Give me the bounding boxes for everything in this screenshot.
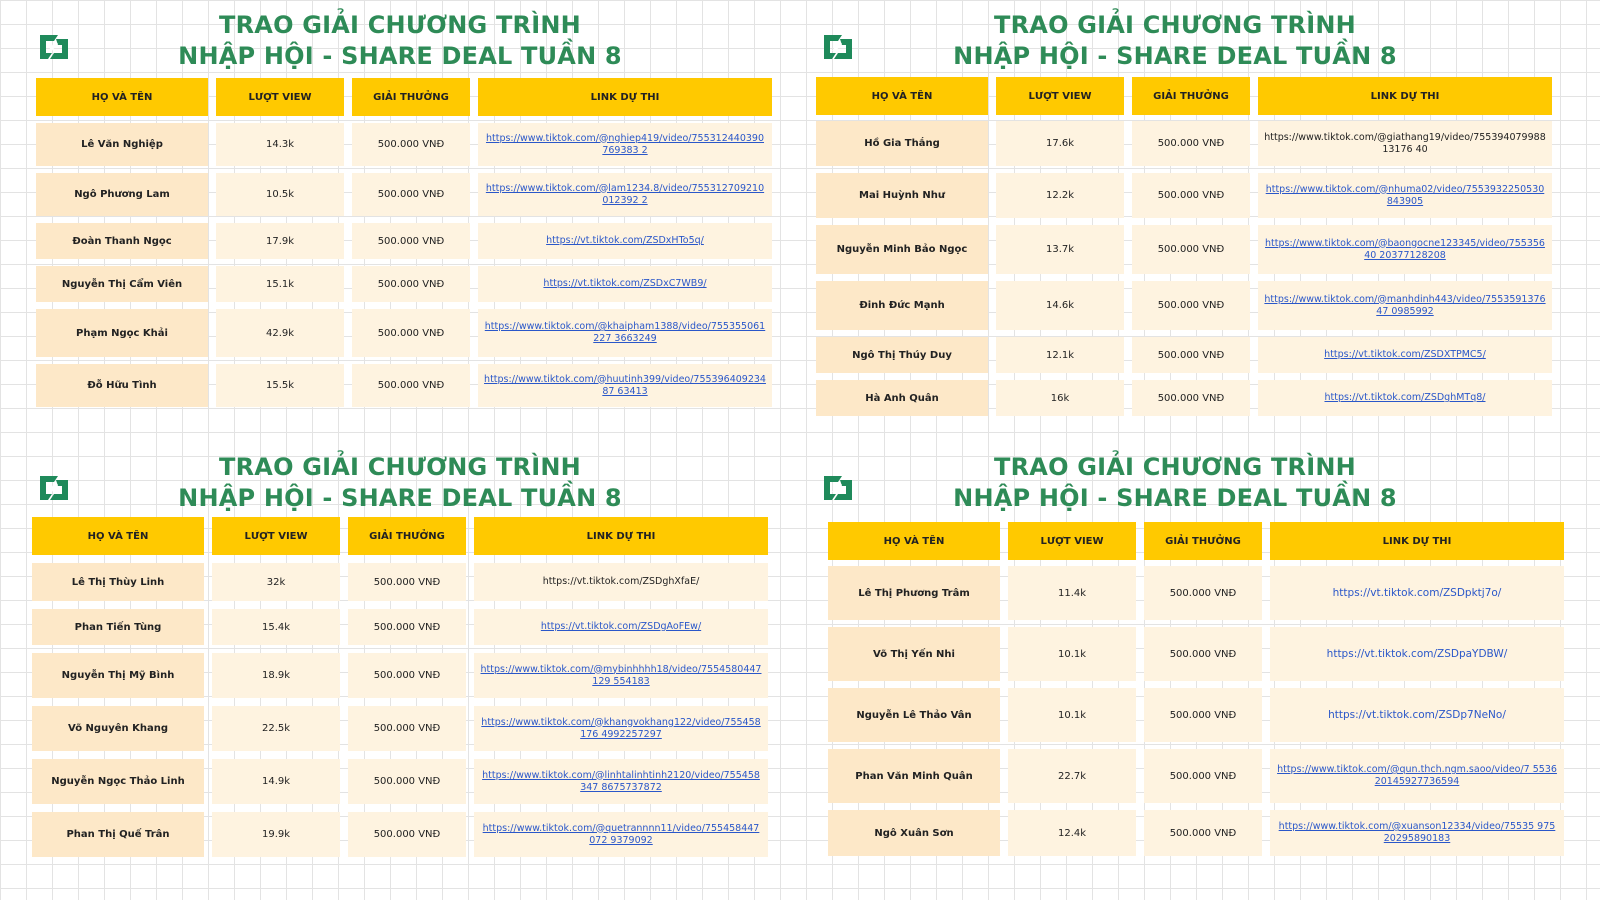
header-name: HỌ VÀ TÊN: [32, 517, 204, 555]
panel-top-right: [800, 0, 1600, 450]
view-count: 14.3k: [216, 123, 344, 166]
entry-link[interactable]: https://www.tiktok.com/@khaipham1388/video/755355061227 3663249: [484, 321, 766, 344]
entry-link-cell: [1270, 627, 1564, 681]
entry-link-cell: [474, 609, 768, 645]
winner-name: Nguyễn Thị Mỹ Bình: [32, 653, 204, 698]
entry-link[interactable]: https://www.tiktok.com/@khangvokhang122/video/755458176 4992257297: [481, 716, 761, 740]
winner-name: Ngô Xuân Sơn: [828, 810, 1000, 856]
view-count: 15.4k: [212, 609, 340, 645]
entry-link-cell: [474, 759, 768, 804]
winner-name: Ngô Thị Thúy Duy: [816, 337, 988, 373]
brand-logo-icon: [820, 33, 856, 61]
view-count: 12.2k: [996, 173, 1124, 218]
view-count: 18.9k: [212, 653, 340, 698]
winners-table: [828, 522, 1564, 856]
winner-name: Phan Thị Quế Trân: [32, 812, 204, 857]
winners-table: [32, 517, 768, 857]
entry-link[interactable]: https://www.tiktok.com/@linhtalinhtinh2120/video/755458347 8675737872: [482, 769, 760, 793]
prize-amount: 500.000 VNĐ: [348, 759, 466, 804]
view-count: 42.9k: [216, 309, 344, 357]
entry-link-cell: [478, 309, 772, 357]
title-line-1: TRAO GIẢI CHƯƠNG TRÌNH: [219, 11, 581, 39]
entry-link-cell: [478, 123, 772, 166]
view-count: 13.7k: [996, 225, 1124, 274]
view-count: 22.7k: [1008, 749, 1136, 803]
prize-amount: 500.000 VNĐ: [1144, 749, 1262, 803]
entry-link[interactable]: https://vt.tiktok.com/ZSDghMTq8/: [1324, 392, 1486, 403]
view-count: 15.1k: [216, 266, 344, 302]
view-count: 16k: [996, 380, 1124, 416]
prize-amount: 500.000 VNĐ: [1132, 380, 1250, 416]
title-line-2: NHẬP HỘI - SHARE DEAL TUẦN 8: [178, 484, 622, 512]
panel-top-left: [0, 0, 800, 450]
prize-amount: 500.000 VNĐ: [1144, 688, 1262, 742]
entry-link[interactable]: https://vt.tiktok.com/ZSDpktj7o/: [1332, 587, 1502, 599]
winner-name: Phạm Ngọc Khải: [36, 309, 208, 357]
entry-link-cell: [478, 364, 772, 407]
entry-link-cell: [474, 653, 768, 698]
header-name: HỌ VÀ TÊN: [36, 78, 208, 116]
entry-link-cell: [1270, 566, 1564, 620]
brand-logo-icon: [820, 474, 856, 502]
entry-link[interactable]: https://vt.tiktok.com/ZSDxHTo5q/: [546, 235, 704, 246]
winner-name: Hà Anh Quân: [816, 380, 988, 416]
view-count: 11.4k: [1008, 566, 1136, 620]
entry-link[interactable]: https://www.tiktok.com/@mybinhhhh18/video/7554580447129 554183: [480, 663, 762, 687]
entry-link-cell: [474, 563, 768, 601]
header-link: LINK DỰ THI: [1258, 77, 1552, 115]
header-link: LINK DỰ THI: [1270, 522, 1564, 560]
entry-link[interactable]: https://vt.tiktok.com/ZSDgAoFEw/: [540, 621, 702, 632]
winner-name: Võ Thị Yến Nhi: [828, 627, 1000, 681]
winner-name: Đinh Đức Mạnh: [816, 281, 988, 330]
prize-amount: 500.000 VNĐ: [1144, 810, 1262, 856]
winner-name: Lê Thị Phương Trâm: [828, 566, 1000, 620]
view-count: 17.9k: [216, 223, 344, 259]
entry-link[interactable]: https://vt.tiktok.com/ZSDpaYDBW/: [1326, 648, 1508, 660]
prize-amount: 500.000 VNĐ: [348, 563, 466, 601]
title-line-1: TRAO GIẢI CHƯƠNG TRÌNH: [994, 11, 1356, 39]
entry-link[interactable]: https://www.tiktok.com/@giathang19/video/75539407998813176 40: [1264, 131, 1546, 155]
header-prize: GIẢI THƯỞNG: [1144, 522, 1262, 560]
entry-link-cell: [1258, 121, 1552, 166]
prize-amount: 500.000 VNĐ: [348, 609, 466, 645]
header-views: LƯỢT VIEW: [996, 77, 1124, 115]
title-line-1: TRAO GIẢI CHƯƠNG TRÌNH: [219, 453, 581, 481]
prize-amount: 500.000 VNĐ: [1144, 566, 1262, 620]
prize-amount: 500.000 VNĐ: [1144, 627, 1262, 681]
header-name: HỌ VÀ TÊN: [828, 522, 1000, 560]
entry-link[interactable]: https://www.tiktok.com/@nghiep419/video/755312440390769383 2: [485, 132, 765, 156]
header-views: LƯỢT VIEW: [1008, 522, 1136, 560]
entry-link[interactable]: https://www.tiktok.com/@lam1234.8/video/755312709210012392 2: [485, 182, 765, 206]
entry-link-cell: [474, 706, 768, 751]
winner-name: Phan Văn Minh Quân: [828, 749, 1000, 803]
prize-amount: 500.000 VNĐ: [352, 223, 470, 259]
winner-name: Hồ Gia Thắng: [816, 121, 988, 166]
page-title: [925, 10, 1425, 72]
header-views: LƯỢT VIEW: [216, 78, 344, 116]
entry-link-cell: [1258, 173, 1552, 218]
winner-name: Đỗ Hữu Tình: [36, 364, 208, 407]
entry-link[interactable]: https://www.tiktok.com/@qun.thch.ngm.saoo/video/7 553620145927736594: [1277, 764, 1557, 787]
entry-link-cell: [1258, 337, 1552, 373]
entry-link[interactable]: https://vt.tiktok.com/ZSDXTPMC5/: [1324, 349, 1486, 360]
winner-name: Võ Nguyên Khang: [32, 706, 204, 751]
prize-amount: 500.000 VNĐ: [352, 364, 470, 407]
winner-name: Đoàn Thanh Ngọc: [36, 223, 208, 259]
header-link: LINK DỰ THI: [474, 517, 768, 555]
entry-link-cell: [474, 812, 768, 857]
view-count: 32k: [212, 563, 340, 601]
entry-link-cell: [1258, 225, 1552, 274]
header-prize: GIẢI THƯỞNG: [348, 517, 466, 555]
title-line-2: NHẬP HỘI - SHARE DEAL TUẦN 8: [953, 42, 1397, 70]
winner-name: Nguyễn Minh Bảo Ngọc: [816, 225, 988, 274]
winner-name: Phan Tiến Tùng: [32, 609, 204, 645]
entry-link-cell: [478, 223, 772, 259]
brand-logo-icon: [36, 474, 72, 502]
title-line-2: NHẬP HỘI - SHARE DEAL TUẦN 8: [178, 42, 622, 70]
title-line-1: TRAO GIẢI CHƯƠNG TRÌNH: [994, 453, 1356, 481]
prize-amount: 500.000 VNĐ: [1132, 173, 1250, 218]
header-link: LINK DỰ THI: [478, 78, 772, 116]
prize-amount: 500.000 VNĐ: [352, 309, 470, 357]
prize-amount: 500.000 VNĐ: [352, 266, 470, 302]
view-count: 12.4k: [1008, 810, 1136, 856]
prize-amount: 500.000 VNĐ: [1132, 337, 1250, 373]
entry-link[interactable]: https://www.tiktok.com/@huutinh399/video/75539640923487 63413: [484, 373, 766, 397]
view-count: 19.9k: [212, 812, 340, 857]
entry-link[interactable]: https://vt.tiktok.com/ZSDxC7WB9/: [543, 278, 707, 289]
winner-name: Nguyễn Lê Thảo Vân: [828, 688, 1000, 742]
winners-table: [816, 77, 1552, 416]
entry-link[interactable]: https://www.tiktok.com/@xuanson12334/video/75535 97520295890183: [1278, 821, 1556, 844]
entry-link[interactable]: https://www.tiktok.com/@nhuma02/video/7553932250530843905: [1265, 183, 1545, 207]
title-line-2: NHẬP HỘI - SHARE DEAL TUẦN 8: [953, 484, 1397, 512]
entry-link[interactable]: https://vt.tiktok.com/ZSDghXfaE/: [542, 576, 700, 587]
entry-link[interactable]: https://www.tiktok.com/@baongocne123345/video/75535640 20377128208: [1265, 237, 1545, 261]
winners-table: [36, 78, 772, 407]
prize-amount: 500.000 VNĐ: [1132, 281, 1250, 330]
page-title: [150, 10, 650, 72]
panel-bottom-left: [0, 450, 800, 900]
winner-name: Ngô Phương Lam: [36, 173, 208, 216]
entry-link[interactable]: https://www.tiktok.com/@quetrannnn11/video/755458447072 9379092: [482, 822, 760, 846]
winner-name: Lê Văn Nghiệp: [36, 123, 208, 166]
header-prize: GIẢI THƯỞNG: [352, 78, 470, 116]
winner-name: Lê Thị Thùy Linh: [32, 563, 204, 601]
view-count: 12.1k: [996, 337, 1124, 373]
entry-link-cell: [478, 266, 772, 302]
view-count: 10.1k: [1008, 688, 1136, 742]
winner-name: Nguyễn Thị Cẩm Viên: [36, 266, 208, 302]
entry-link-cell: [1270, 749, 1564, 803]
header-prize: GIẢI THƯỞNG: [1132, 77, 1250, 115]
entry-link-cell: [1258, 281, 1552, 330]
header-name: HỌ VÀ TÊN: [816, 77, 988, 115]
view-count: 15.5k: [216, 364, 344, 407]
entry-link[interactable]: https://vt.tiktok.com/ZSDp7NeNo/: [1328, 709, 1506, 721]
brand-logo-icon: [36, 33, 72, 61]
view-count: 14.6k: [996, 281, 1124, 330]
entry-link-cell: [478, 173, 772, 216]
header-views: LƯỢT VIEW: [212, 517, 340, 555]
page-title: [925, 452, 1425, 514]
view-count: 17.6k: [996, 121, 1124, 166]
prize-amount: 500.000 VNĐ: [1132, 225, 1250, 274]
panel-bottom-right: [800, 450, 1600, 900]
prize-amount: 500.000 VNĐ: [352, 173, 470, 216]
view-count: 10.5k: [216, 173, 344, 216]
view-count: 14.9k: [212, 759, 340, 804]
entry-link-cell: [1270, 810, 1564, 856]
entry-link[interactable]: https://www.tiktok.com/@manhdinh443/video/755359137647 0985992: [1264, 293, 1546, 317]
view-count: 22.5k: [212, 706, 340, 751]
entry-link-cell: [1258, 380, 1552, 416]
prize-amount: 500.000 VNĐ: [348, 653, 466, 698]
winner-name: Mai Huỳnh Như: [816, 173, 988, 218]
view-count: 10.1k: [1008, 627, 1136, 681]
entry-link-cell: [1270, 688, 1564, 742]
page-title: [150, 452, 650, 514]
prize-amount: 500.000 VNĐ: [348, 812, 466, 857]
prize-amount: 500.000 VNĐ: [352, 123, 470, 166]
prize-amount: 500.000 VNĐ: [1132, 121, 1250, 166]
prize-amount: 500.000 VNĐ: [348, 706, 466, 751]
winner-name: Nguyễn Ngọc Thảo Linh: [32, 759, 204, 804]
